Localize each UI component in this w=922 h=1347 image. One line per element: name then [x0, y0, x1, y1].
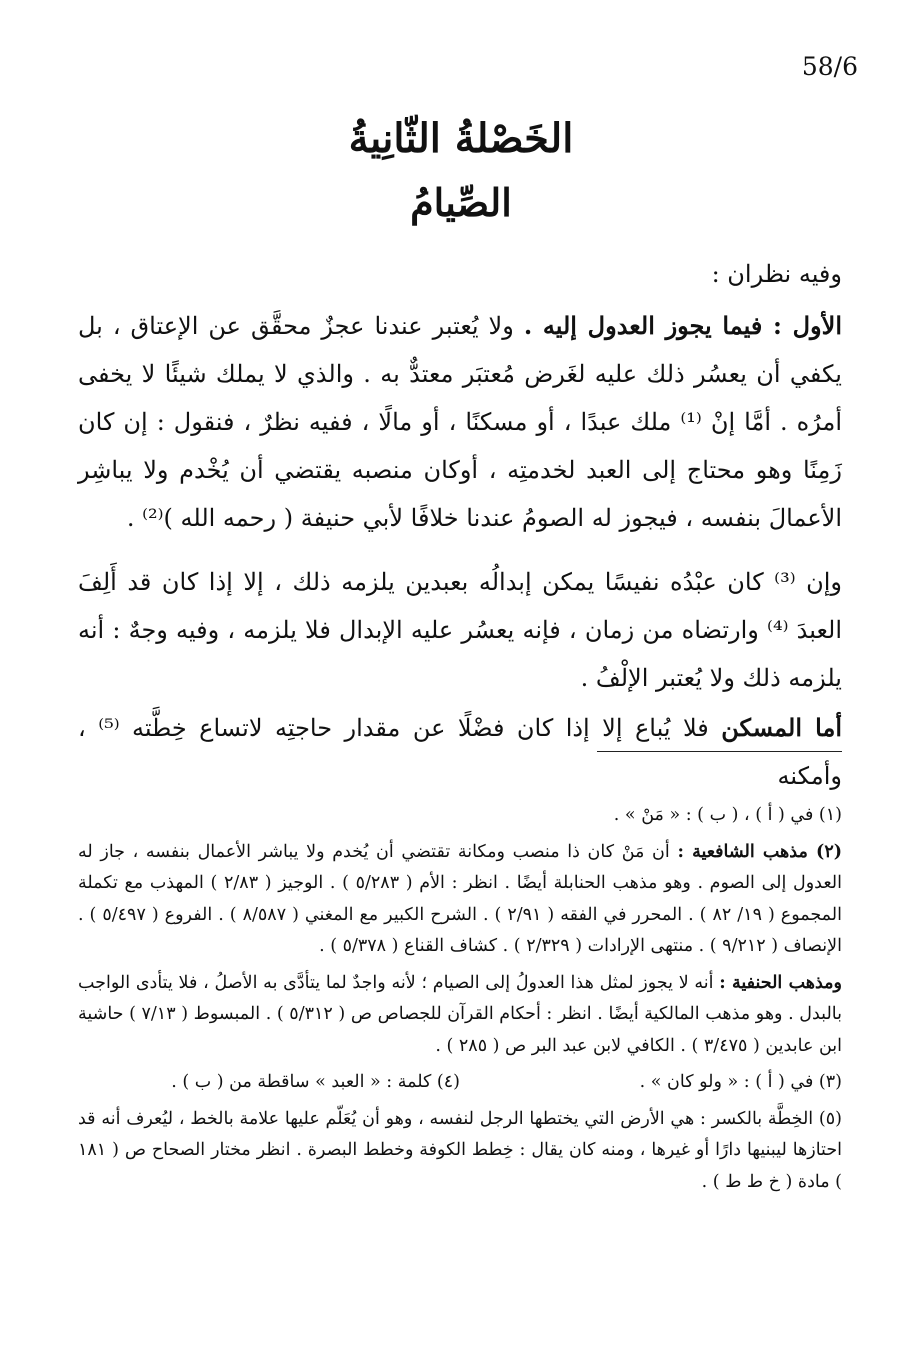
paragraph-lead: الأول : فيما يجوز العدول إليه .	[523, 311, 842, 340]
paragraph-text: ولا يُعتبر عندنا عجزٌ محقَّق عن الإعتاق ، بل يكفي أن يعسُر ذلك عليه لغَرض مُعتبَر معتدٌّ به . والذي لا يملك شيئًا لا يخفى أمرُه . أمَّا إنْ ⁽¹⁾ ملك عبدًا ، أو مسكنًا ، أو مالًا ، ففيه نظرٌ ، فنقول : إن كان زَمِنًا وهو محتاج إلى العبد لخدمتِه ، أوكان منصبه يقتضي أن يُخْدم ولا يباشِر الأعمالَ بنفسه ، فيجوز له الصومُ عندنا خلافًا لأبي حنيفة ( رحمه الله )⁽²⁾ .	[78, 312, 842, 532]
footnote-lead: ومذهب الحنفية :	[719, 972, 842, 993]
footnote-text: أن مَنْ كان ذا منصب ومكانة تقتضي أن يُخدم ولا يباشر الأعمال بنفسه ، جاز له العدول إلى الصوم . وهو مذهب الحنابلة أيضًا . انظر : الأم ( ٥/٢٨٣ ) . الوجيز ( ٢/٨٣ ) المهذب مع تكملة المجموع ( ١٩/ ٨٢ ) . المحرر في الفقه ( ٢/٩١ ) . الشرح الكبير مع المغني ( ٨/٥٨٧ ) . الفروع ( ٥/٤٩٧ ) . الإنصاف ( ٩/٢١٢ ) . منتهى الإرادات ( ٢/٣٢٩ ) . كشاف القناع ( ٥/٣٧٨ ) .	[78, 841, 842, 956]
footnote-2	[78, 837, 842, 963]
footnote-4: (٤) كلمة : « العبد » ساقطة من ( ب ) .	[171, 1072, 460, 1092]
footnote-divider	[597, 751, 842, 752]
footnote-5: (٥) الخِطَّة بالكسر : هي الأرض التي يختطها الرجل لنفسه ، وهو أن يُعَلّم عليها علامة بالخط ، ليُعرف أنه قد احتازها ليبنيها دارًا أو غيرها ، ومنه كان يقال : خِطط الكوفة وخطط البصرة . انظر مختار الصحاح ص ( ١٨١ ) مادة ( خ ط ط ) .	[78, 1108, 842, 1192]
footnote-3: (٣) في ( أ ) : « ولو كان » .	[639, 1072, 842, 1092]
footnotes	[78, 800, 842, 1203]
paragraph-slave	[78, 558, 842, 702]
footnote-text: أنه لا يجوز لمثل هذا العدولُ إلى الصيام ؛ لأنه واجدٌ لما يتأدَّى به الأصلُ ، فلا يتأدى الواجب بالبدل . وهو مذهب المالكية أيضًا . انظر : أحكام القرآن للجصاص ص ( ٥/٣١٢ ) . المبسوط ( ٧/١٣ ) حاشية ابن عابدين ( ٣/٤٧٥ ) . الكافي لابن عبد البر ص ( ٢٨٥ ) .	[78, 972, 842, 1056]
page-number: 58/6	[801, 52, 858, 81]
paragraph-lead: أما المسكن	[721, 713, 842, 742]
intro-line: وفيه نظران :	[711, 260, 842, 288]
paragraph-text: وإن ⁽³⁾ كان عبْدُه نفيسًا يمكن إبدالُه بعبدين يلزمه ذلك ، إلا إذا كان قد أَلِفَ العبدَ ⁽⁴⁾ وارتضاه من زمان ، فإنه يعسُر عليه الإبدال فلا يلزمه ، وفيه وجهٌ : أنه يلزمه ذلك ولا يُعتبر الإلْفُ .	[78, 568, 843, 692]
section-title: الخَصْلةُ الثّانِيةُ	[348, 115, 574, 162]
paragraph-first-view	[78, 302, 842, 542]
footnote-2-hanafi	[78, 968, 842, 1063]
section-subtitle: الصِّيامُ	[410, 180, 512, 225]
footnote-lead: (٢) مذهب الشافعية :	[677, 841, 842, 862]
footnote-row-3-4	[78, 1067, 842, 1099]
footnote-1: (١) في ( أ ) ، ( ب ) : « مَنْ » .	[613, 805, 842, 825]
paragraph-text: فلا يُباع إلا إذا كان فضْلًا عن مقدار حاجتِه لاتساع خِطَّته ⁽⁵⁾ ، وأمكنه	[78, 714, 842, 790]
paragraph-dwelling	[78, 704, 842, 800]
